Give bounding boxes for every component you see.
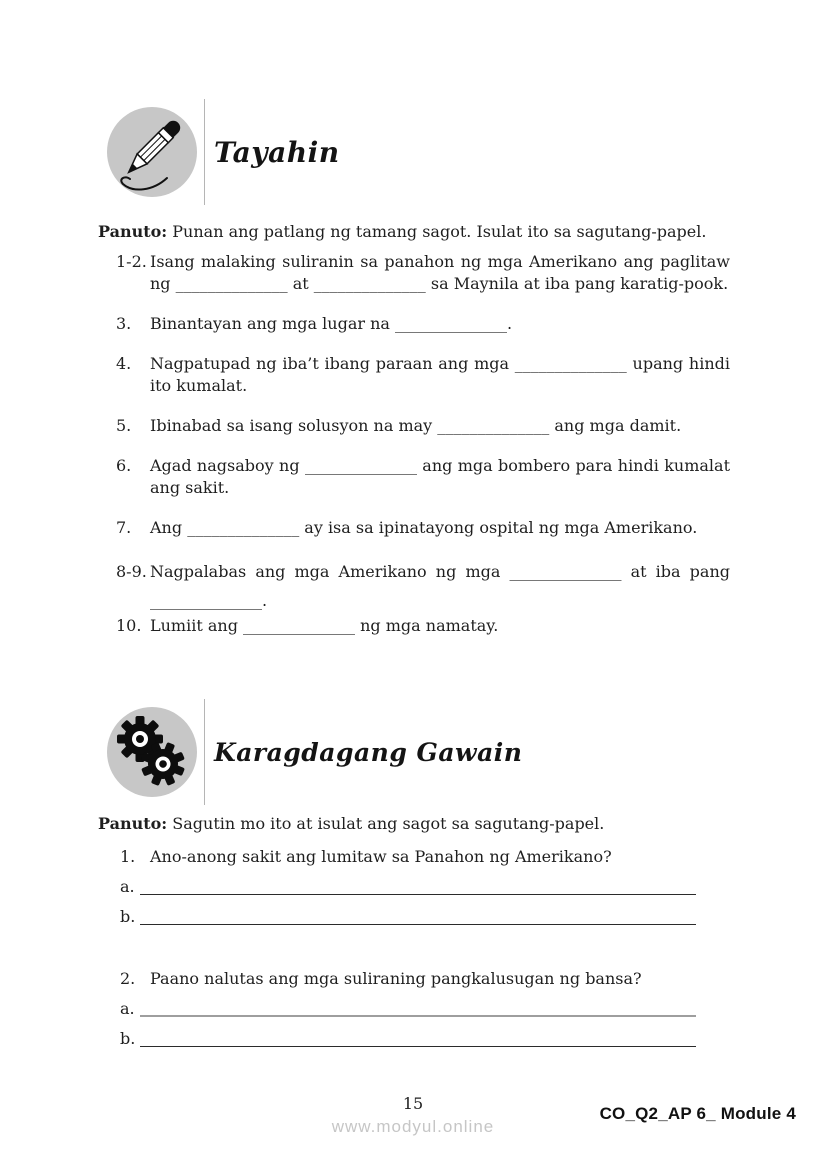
item-number: 3. — [116, 314, 132, 333]
answer-row-2b — [98, 1028, 730, 1050]
question-number: 2. — [120, 969, 136, 988]
item-number: 10. — [116, 616, 142, 635]
answer-label: b. — [120, 907, 136, 926]
item-6 — [98, 455, 730, 499]
answer-blank-line — [140, 893, 696, 895]
item-4 — [98, 353, 730, 397]
item-number: 7. — [116, 518, 132, 537]
item-10 — [98, 615, 730, 637]
spacer — [98, 928, 730, 968]
item-text: Ibinabad sa isang solusyon na may ______________ ang mga damit. — [150, 416, 682, 435]
item-number: 1-2. — [116, 252, 147, 271]
pencil-icon — [107, 107, 197, 197]
answer-blank-line — [140, 1045, 696, 1047]
answer-blank-line — [140, 923, 696, 925]
panuto-label: Panuto: — [98, 814, 168, 833]
tayahin-panuto — [98, 221, 738, 243]
karagdagang-gawain-panuto — [98, 813, 738, 835]
item-text: Nagpalabas ang mga Amerikano ng mga ______________ at iba pang ______________. — [150, 562, 730, 610]
question-1 — [98, 846, 730, 868]
karagdagang-gawain-title: Karagdagang Gawain — [214, 737, 523, 767]
item-text: Nagpatupad ng iba’t ibang paraan ang mga ______________ upang hindi ito kumalat. — [150, 354, 730, 395]
item-number: 8-9. — [116, 562, 147, 581]
item-1-2 — [98, 251, 730, 295]
item-number: 6. — [116, 456, 132, 475]
answer-blank-line — [140, 1014, 696, 1017]
item-8-9 — [98, 557, 730, 615]
tayahin-items — [98, 251, 730, 655]
item-text: Binantayan ang mga lugar na ______________. — [150, 314, 513, 333]
panuto-label: Panuto: — [98, 222, 168, 241]
karagdagang-gawain-header — [107, 699, 522, 805]
item-7 — [98, 517, 730, 539]
question-text: Paano nalutas ang mga suliraning pangkalusugan ng bansa? — [150, 969, 642, 988]
item-text: Isang malaking suliranin sa panahon ng mga Amerikano ang paglitaw ng ______________ at ______________ sa Maynila at iba pang karatig-pook. — [150, 252, 730, 293]
question-2 — [98, 968, 730, 990]
answer-label: a. — [120, 999, 135, 1018]
question-number: 1. — [120, 847, 136, 866]
module-footer-label: CO_Q2_AP 6_ Module 4 — [599, 1104, 796, 1123]
header-divider — [204, 99, 205, 205]
answer-row-1b — [98, 906, 730, 928]
answer-label: a. — [120, 877, 135, 896]
panuto-text: Sagutin mo ito at isulat ang sagot sa sagutang-papel. — [167, 814, 605, 833]
item-number: 4. — [116, 354, 132, 373]
karagdagang-gawain-questions — [98, 846, 730, 1050]
item-3 — [98, 313, 730, 335]
item-number: 5. — [116, 416, 132, 435]
watermark: www.modyul.online — [331, 1117, 495, 1136]
tayahin-title: Tayahin — [214, 135, 340, 169]
item-text: Ang ______________ ay isa sa ipinatayong ospital ng mga Amerikano. — [150, 518, 698, 537]
panuto-text: Punan ang patlang ng tamang sagot. Isulat ito sa sagutang-papel. — [167, 222, 707, 241]
tayahin-header — [107, 99, 340, 205]
item-text: Agad nagsaboy ng ______________ ang mga bombero para hindi kumalat ang sakit. — [150, 456, 730, 497]
page-number: 15 — [402, 1094, 424, 1113]
item-5 — [98, 415, 730, 437]
answer-row-1a — [98, 876, 730, 898]
header-divider — [204, 699, 205, 805]
item-text: Lumiit ang ______________ ng mga namatay. — [150, 616, 499, 635]
question-text: Ano-anong sakit ang lumitaw sa Panahon ng Amerikano? — [150, 847, 612, 866]
answer-label: b. — [120, 1029, 136, 1048]
answer-row-2a — [98, 998, 730, 1020]
gears-icon — [107, 707, 197, 797]
